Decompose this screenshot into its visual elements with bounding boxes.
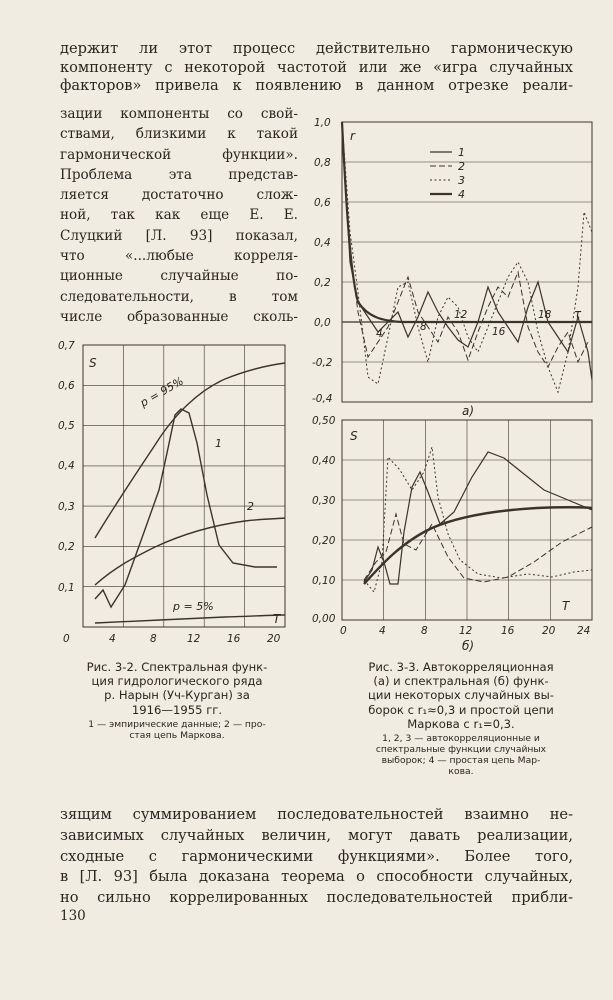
fig33b-y-tick: 0,00 — [312, 613, 336, 625]
text-line: гармонической функции». — [60, 146, 298, 163]
caption-note-line: 1 — эмпирические данные; 2 — про- — [88, 718, 266, 730]
fig33a-y-tick: -0,2 — [312, 357, 333, 369]
fig33a-y-tick: 0,2 — [314, 277, 331, 289]
text-line: следовательности, в том — [60, 288, 298, 305]
caption-note-line: кова. — [448, 766, 474, 778]
fig33a-x-axis-label: τ — [574, 307, 582, 321]
fig33b-y-tick: 0,20 — [312, 535, 336, 547]
fig32-label-2: 2 — [247, 500, 254, 513]
figure-3-3b-spectral-chart — [312, 412, 604, 656]
caption-line: ция гидрологического ряда — [91, 674, 263, 689]
text-line: но сильно коррелированных последовательностей прибли- — [60, 889, 573, 907]
fig33b-x-axis-label: T — [562, 599, 570, 613]
fig33a-x-tick: 12 — [454, 309, 468, 321]
text-line: что «...любые корреля- — [60, 248, 298, 265]
fig32-x-tick: 16 — [227, 633, 241, 645]
fig33a-y-tick: 0,6 — [314, 197, 331, 209]
fig32-y-tick: 0,1 — [58, 582, 75, 594]
text-line: зации компоненты со свой- — [60, 106, 298, 122]
text-line: Проблема эта представ- — [60, 166, 298, 183]
caption-line: (а) и спектральная (б) функ- — [373, 674, 549, 689]
fig32-y-tick: 0,5 — [58, 420, 75, 432]
page-number: 130 — [60, 908, 86, 924]
fig33a-curve-1 — [342, 122, 592, 380]
fig33b-x-tick: 12 — [459, 625, 473, 637]
fig33a-legend-3: 3 — [458, 174, 465, 187]
text-line: числе образованные сколь- — [60, 308, 298, 325]
left-column-paragraph — [60, 104, 298, 327]
fig33b-y-tick: 0,30 — [312, 495, 336, 507]
figure-3-2-spectral-chart — [55, 335, 295, 655]
fig32-label-1: 1 — [215, 437, 222, 450]
fig33b-x-tick: 4 — [379, 625, 386, 637]
caption-line: ции некоторых случайных вы- — [368, 688, 554, 703]
fig33a-legend-1: 1 — [458, 146, 465, 159]
caption-note-line: спектральные функции случайных — [375, 744, 547, 756]
fig33b-x-tick: 16 — [501, 625, 515, 637]
caption-line: Рис. 3-2. Спектральная функ- — [86, 660, 268, 674]
fig32-caption — [58, 660, 296, 741]
fig33b-x-tick: 24 — [577, 625, 591, 637]
fig33a-sublabel: а) — [462, 404, 475, 418]
text-line: ствами, близкими к такой — [60, 126, 298, 143]
fig33a-x-tick: 16 — [492, 326, 506, 338]
fig32-y-tick: 0,3 — [58, 501, 75, 513]
text-line: ционные случайные по- — [60, 268, 298, 285]
caption-line: борок с r₁≈0,3 и простой цепи — [368, 702, 554, 717]
fig33b-x-tick: 8 — [421, 625, 428, 637]
fig33a-legend-2: 2 — [458, 160, 465, 173]
fig33-caption — [338, 660, 584, 777]
text-line: сходные с гармоническими функциями». Более того, — [60, 847, 573, 865]
caption-line: Маркова с r₁=0,3. — [407, 716, 515, 731]
fig32-y-tick: 0,6 — [58, 380, 75, 392]
fig33b-x-tick: 20 — [542, 625, 556, 637]
figure-3-3a-autocorrelation-chart — [312, 112, 604, 420]
fig32-x-axis-label: T — [273, 612, 281, 626]
bottom-paragraph — [60, 805, 573, 909]
fig33a-y-tick: 0,8 — [314, 157, 331, 169]
fig32-y-tick: 0,2 — [58, 541, 75, 553]
caption-line: 1916—1955 гг. — [131, 702, 223, 717]
fig32-label-p5: p = 5% — [173, 600, 214, 613]
fig33a-x-tick: 18 — [538, 309, 552, 321]
fig33b-y-tick: 0,10 — [312, 575, 336, 587]
text-line: компоненту с некоторой частотой или же «игра случайных — [60, 58, 573, 76]
fig32-y-axis-label: S — [89, 356, 97, 370]
fig32-y-tick: 0,7 — [58, 340, 75, 352]
fig33a-y-tick: -0,4 — [312, 393, 333, 405]
fig32-x-tick: 20 — [267, 633, 281, 645]
text-line: ной, так как еще Е. Е. — [60, 207, 298, 224]
fig33a-curve-4 — [342, 122, 592, 322]
top-paragraph — [60, 40, 573, 96]
fig32-x-tick: 8 — [150, 633, 157, 645]
fig33a-y-tick: 1,0 — [314, 117, 331, 129]
fig33b-y-tick: 0,50 — [312, 415, 336, 427]
fig32-x-tick: 0 — [63, 633, 70, 645]
fig33a-y-axis-label: r — [350, 129, 355, 143]
caption-line: Рис. 3-3. Автокорреляционная — [368, 660, 554, 674]
text-line: Слуцкий [Л. 93] показал, — [60, 227, 298, 244]
fig32-label-p95: p = 95% — [138, 374, 186, 410]
caption-note-line: выборок; 4 — простая цепь Мар- — [381, 755, 541, 767]
fig33a-y-tick: 0,0 — [314, 317, 331, 329]
fig33b-x-tick: 0 — [340, 625, 347, 637]
fig33a-legend-4: 4 — [458, 188, 465, 201]
fig33b-curve-3 — [364, 447, 592, 592]
fig32-y-tick: 0,4 — [58, 460, 75, 472]
caption-line: р. Нарын (Уч-Курган) за — [104, 688, 250, 703]
caption-note-line: стая цепь Маркова. — [129, 729, 225, 741]
fig32-x-tick: 4 — [109, 633, 116, 645]
fig33b-sublabel: б) — [462, 639, 475, 653]
fig32-frame — [83, 345, 285, 627]
caption-note-line: 1, 2, 3 — автокорреляционные и — [382, 733, 540, 745]
text-line: зящим суммированием последовательностей взаимно не- — [60, 806, 573, 823]
fig33b-curve-4 — [364, 507, 592, 584]
fig33a-x-tick: 8 — [420, 321, 427, 333]
text-line: факторов» привела к появлению в данном отрезке реали- — [60, 77, 573, 95]
text-line: в [Л. 93] была доказана теорема о способности случайных, — [60, 868, 573, 886]
fig33b-curve-1 — [364, 452, 592, 584]
fig33a-x-tick: 4 — [376, 328, 383, 340]
fig33b-curve-2 — [364, 514, 592, 582]
fig33a-curve-3 — [342, 122, 592, 392]
text-line: ляется достаточно слож- — [60, 187, 298, 204]
fig33a-frame — [342, 122, 592, 402]
fig33a-y-tick: 0,4 — [314, 237, 331, 249]
fig33b-y-axis-label: S — [350, 429, 358, 443]
fig32-x-tick: 12 — [187, 633, 201, 645]
fig33b-y-tick: 0,40 — [312, 455, 336, 467]
text-line: зависимых случайных величин, могут давать реализации, — [60, 826, 573, 844]
text-line: держит ли этот процесс действительно гармоническую — [60, 40, 573, 57]
